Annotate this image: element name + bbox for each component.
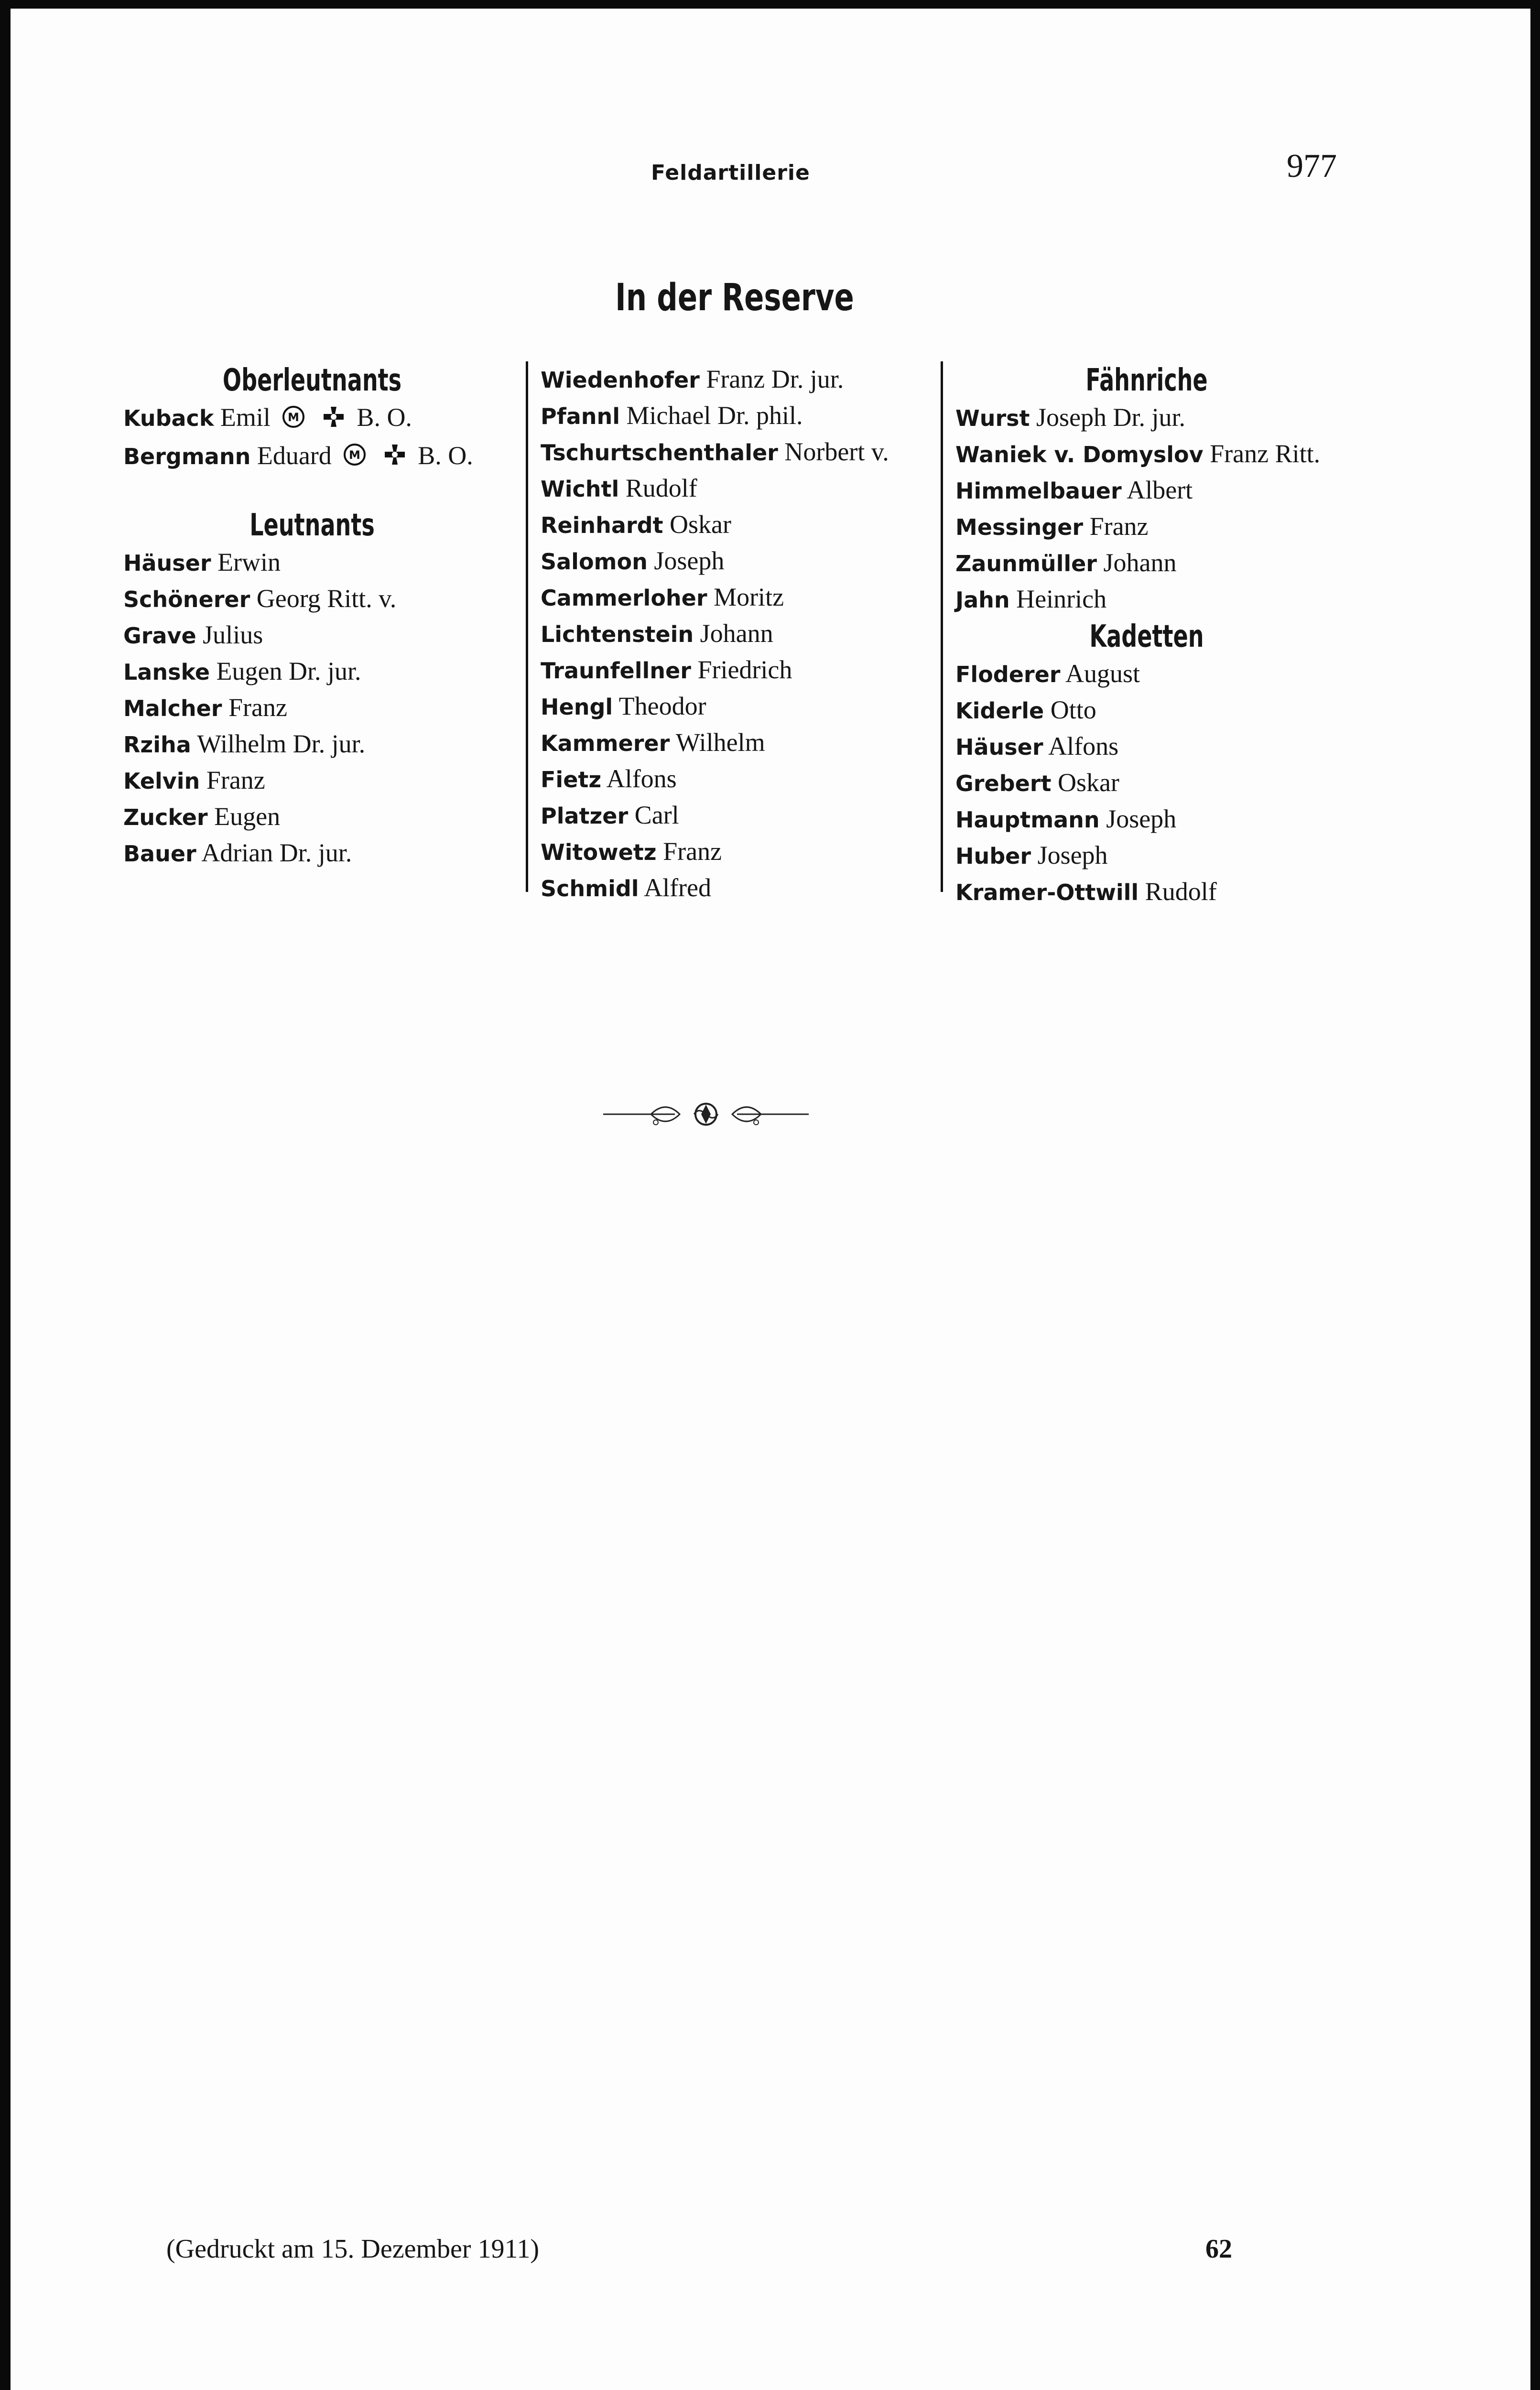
surname: Traunfellner [541,658,691,684]
given-name: Joseph [1106,804,1177,833]
given-name: Emil [220,403,271,432]
page-number: 977 [1287,148,1337,185]
list-item [123,653,515,690]
section-title: In der Reserve [615,276,854,319]
given-name: Wilhelm Dr. jur. [197,729,366,759]
list-item [955,837,1376,874]
list-item [541,616,933,652]
list-item [541,834,933,870]
surname: Cammerloher [541,585,707,611]
given-name: Joseph [654,546,725,575]
surname: Reinhardt [541,512,663,538]
list-item [123,762,515,799]
list-item [541,797,933,834]
surname: Bergmann [123,443,251,469]
surname: Jahn [955,587,1010,613]
medal-m-icon [282,402,305,438]
surname: Häuser [955,734,1043,760]
given-name: Otto [1050,695,1096,724]
given-name: Wilhelm [675,728,765,757]
list-item [541,688,933,725]
surname: Messinger [955,514,1084,540]
given-name: Eduard [257,441,332,470]
given-name: Norbert v. [784,437,889,466]
surname: Witowetz [541,839,657,865]
list-item [955,436,1376,472]
list-item [541,725,933,761]
list-item [955,545,1376,581]
list-item [955,581,1376,618]
surname: Grave [123,623,196,649]
list-item [123,835,515,871]
surname: Rziha [123,732,191,758]
list-item [541,579,933,616]
running-head: Feldartillerie [651,161,810,185]
list-item [955,509,1376,545]
list-item [123,799,515,835]
surname: Huber [955,843,1031,869]
surname: Wiedenhofer [541,367,700,393]
surname: Hengl [541,694,613,720]
list-item [123,438,515,476]
given-name: Eugen Dr. jur. [216,657,361,686]
given-name: August [1065,659,1140,688]
list-item [541,543,933,579]
given-name: Theodor [618,692,706,720]
list-item [123,690,515,726]
suffix: B. O. [418,441,473,470]
surname: Kelvin [123,768,200,794]
list-item [123,581,515,617]
suffix: B. O. [357,403,412,432]
given-name: Oskar [1057,768,1119,797]
given-name: Joseph [1037,841,1108,869]
column-cadets [941,361,1376,906]
given-name: Julius [203,620,263,650]
list-item [541,652,933,688]
surname: Pfannl [541,403,620,429]
list-item [955,472,1376,509]
list-item [955,765,1376,801]
given-name: Johann [1103,548,1177,577]
surname: Häuser [123,550,211,576]
military-cross-icon [322,402,346,438]
given-name: Moritz [714,583,784,611]
given-name: Alfred [644,873,712,902]
list-item [541,761,933,797]
surname: Kiderle [955,698,1044,724]
given-name: Alfons [606,764,677,793]
list-item [123,617,515,653]
list-item [955,656,1376,692]
surname: Kammerer [541,730,670,756]
list-item [955,692,1376,728]
given-name: Eugen [214,802,281,831]
list-item [123,544,515,581]
list-item [541,398,933,434]
given-name: Oskar [670,510,731,539]
list-item [123,400,515,438]
list-item [541,470,933,507]
given-name: Adrian Dr. jur. [201,838,352,868]
surname: Lanske [123,659,210,685]
given-name: Joseph Dr. jur. [1036,403,1186,432]
given-name: Johann [700,619,773,648]
given-name: Friedrich [697,655,792,684]
military-cross-icon [383,440,407,476]
given-name: Franz [206,766,265,795]
given-name: Erwin [217,548,281,577]
list-item [955,400,1376,436]
list-item [123,726,515,762]
group-heading-leutnants: Leutnants [249,508,375,543]
group-heading-faehnriche: Fähnriche [1085,363,1208,398]
list-item [955,801,1376,837]
surname: Hauptmann [955,807,1100,833]
list-item [955,728,1376,765]
surname: Grebert [955,771,1052,796]
given-name: Franz [663,837,722,866]
given-name: Alfons [1048,732,1119,760]
surname: Malcher [123,695,222,722]
surname: Himmelbauer [955,478,1122,504]
given-name: Rudolf [1145,877,1217,906]
surname: Lichtenstein [541,621,694,647]
given-name: Carl [634,801,679,829]
column-officers [123,361,515,871]
given-name: Rudolf [625,474,697,502]
signature-mark: 62 [1205,2234,1232,2264]
surname: Wichtl [541,476,619,502]
list-item [955,874,1376,910]
svg-text:M: M [349,448,361,462]
column-reserve-list [526,361,933,902]
given-name: Franz Ritt. [1210,439,1321,468]
surname: Bauer [123,841,196,867]
group-heading-kadetten: Kadetten [1089,619,1204,654]
surname: Floderer [955,662,1061,687]
surname: Platzer [541,803,629,829]
list-item [541,434,933,470]
svg-text:M: M [288,410,300,424]
printed-date-note: (Gedruckt am 15. Dezember 1911) [166,2234,540,2264]
given-name: Georg Ritt. v. [256,584,397,613]
given-name: Franz Dr. jur. [706,365,844,393]
surname: Kramer-Ottwill [955,880,1139,905]
surname: Fietz [541,767,602,793]
medal-m-icon [343,440,367,476]
surname: Schönerer [123,587,250,613]
surname: Wurst [955,405,1030,431]
given-name: Heinrich [1016,585,1107,613]
given-name: Franz [1089,512,1149,541]
surname: Zaunmüller [955,551,1097,576]
given-name: Franz [228,693,287,722]
list-item [541,870,933,906]
group-heading-oberleutnants: Oberleutnants [222,363,402,398]
surname: Salomon [541,549,648,575]
given-name: Albert [1127,476,1193,504]
fleuron-ornament [603,1093,809,1136]
surname: Tschurtschenthaler [541,440,778,466]
list-item [541,507,933,543]
list-item [541,361,933,398]
surname: Waniek v. Domyslov [955,442,1204,467]
surname: Kuback [123,405,214,431]
given-name: Michael Dr. phil. [626,401,803,430]
surname: Zucker [123,804,208,831]
surname: Schmidl [541,876,639,902]
